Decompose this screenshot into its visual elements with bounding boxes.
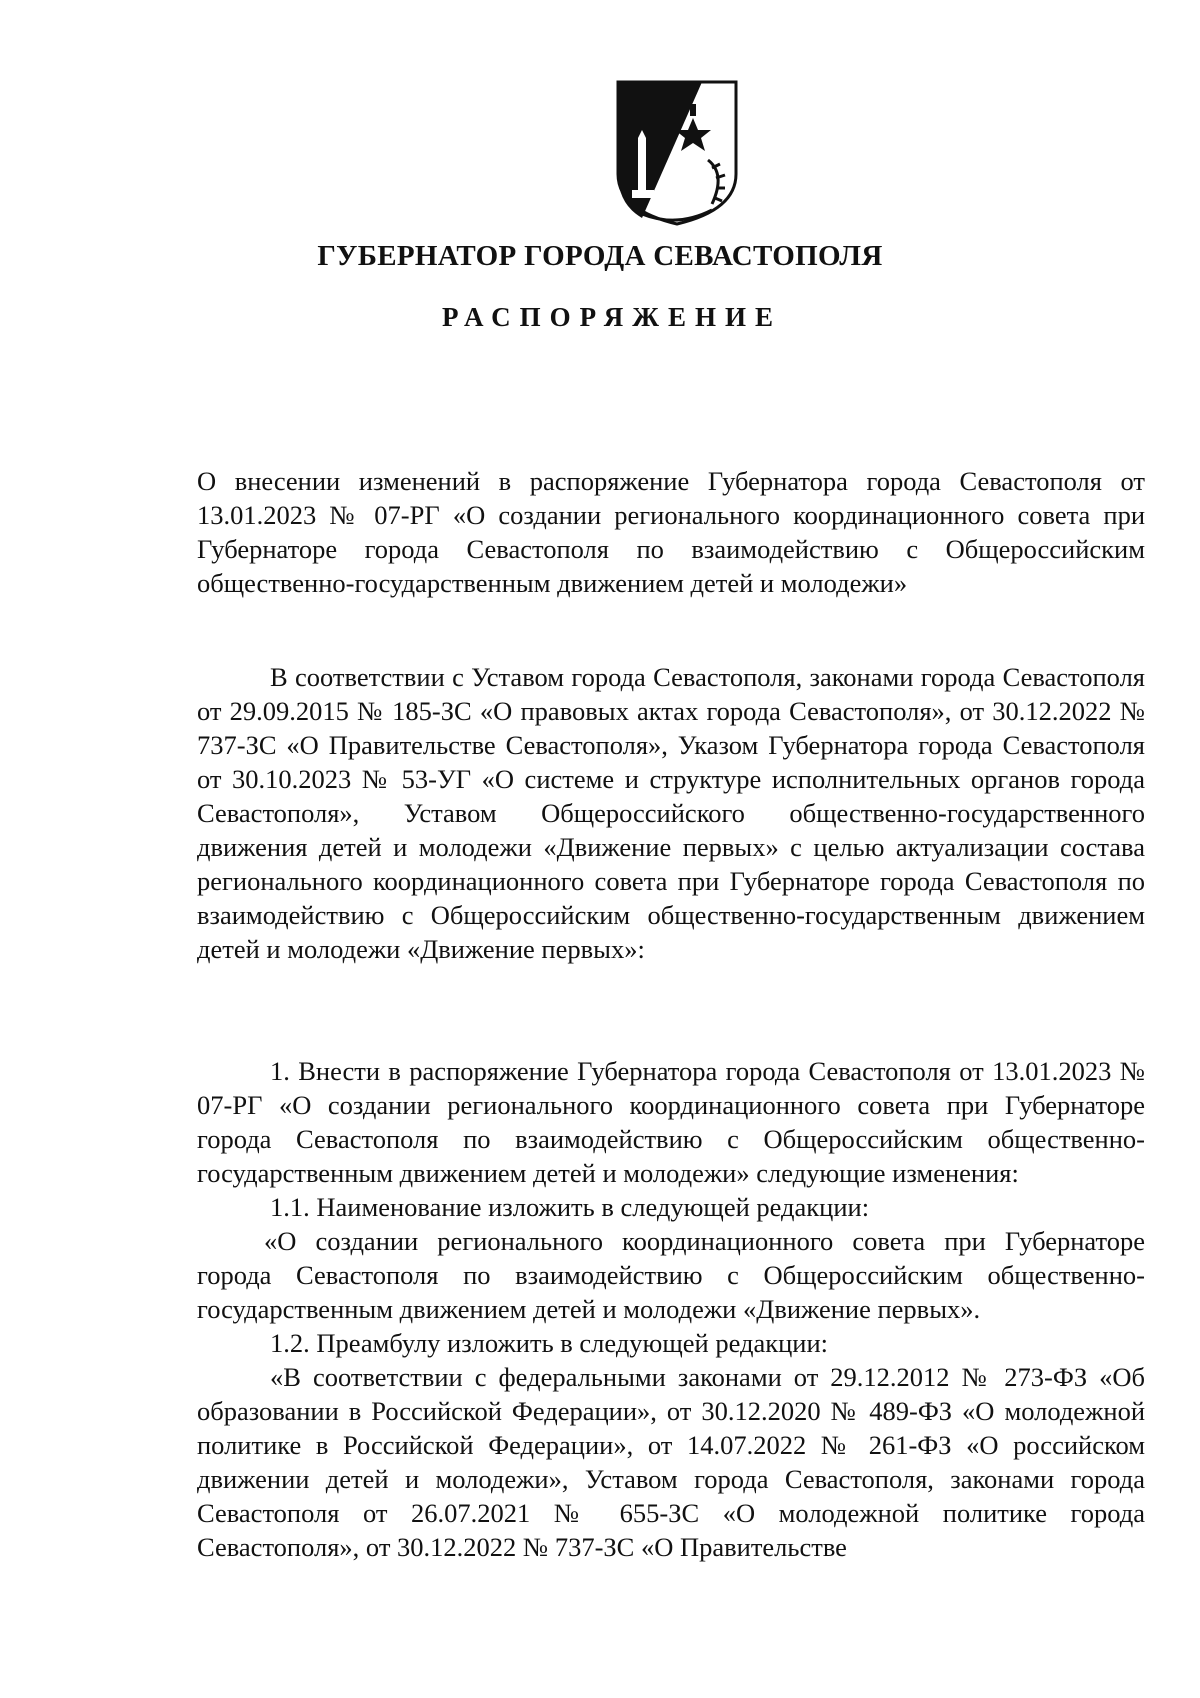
item-1-2-text: «В соответствии с федеральными законами от 29.12.2012 № 273-ФЗ «Об образовании в Российской Федерации», от 30.12.2020 № 489-ФЗ «О молодежной политике в Российской Федерации», от 14.07.2022 № 261-ФЗ «О российском движении детей и молодежи», Уставом города Севастополя, законами города Севастополя от 26.07.2021 № 655-ЗС «О молодежной политике города Севастополя», от 30.12.2022 № 737-ЗС «О Правительстве: [197, 1362, 1145, 1562]
resolution-items: [197, 1054, 1145, 1564]
issuer-title: ГУБЕРНАТОР ГОРОДА СЕВАСТОПОЛЯ: [317, 240, 883, 272]
document-type-heading: РАСПОРЯЖЕНИЕ: [441, 302, 783, 332]
document-subject: О внесении изменений в распоряжение Губернатора города Севастополя от 13.01.2023 № 07-РГ «О создании регионального координационного совета при Губернаторе города Севастополя по взаимодействию с Общероссийским общественно-государственным движением детей и молодежи»: [197, 466, 1145, 598]
coat-of-arms-icon: [612, 78, 742, 228]
item-1: 1. Внести в распоряжение Губернатора города Севастополя от 13.01.2023 № 07-РГ «О создании регионального координационного совета при Губернаторе города Севастополя по взаимодействию с Общероссийским общественно-государственным движением детей и молодежи» следующие изменения:: [197, 1056, 1145, 1188]
preamble-paragraph: В соответствии с Уставом города Севастополя, законами города Севастополя от 29.09.2015 № 185-ЗС «О правовых актах города Севастополя», от 30.12.2022 № 737-ЗС «О Правительстве Севастополя», Указом Губернатора города Севастополя от 30.10.2023 № 53-УГ «О системе и структуре исполнительных органов города Севастополя», Уставом Общероссийского общественно-государственного движения детей и молодежи «Движение первых» с целью актуализации состава регионального координационного совета при Губернаторе города Севастополя по взаимодействию с Общероссийским общественно-государственным движением детей и молодежи «Движение первых»:: [197, 662, 1145, 964]
item-1-1-text: «О создании регионального координационного совета при Губернаторе города Севастополя по взаимодействию с Общероссийским общественно-государственным движением детей и молодежи «Движение первых».: [197, 1226, 1145, 1324]
item-1-1: 1.1. Наименование изложить в следующей редакции:: [270, 1192, 870, 1222]
item-1-2: 1.2. Преамбулу изложить в следующей редакции:: [270, 1328, 829, 1358]
